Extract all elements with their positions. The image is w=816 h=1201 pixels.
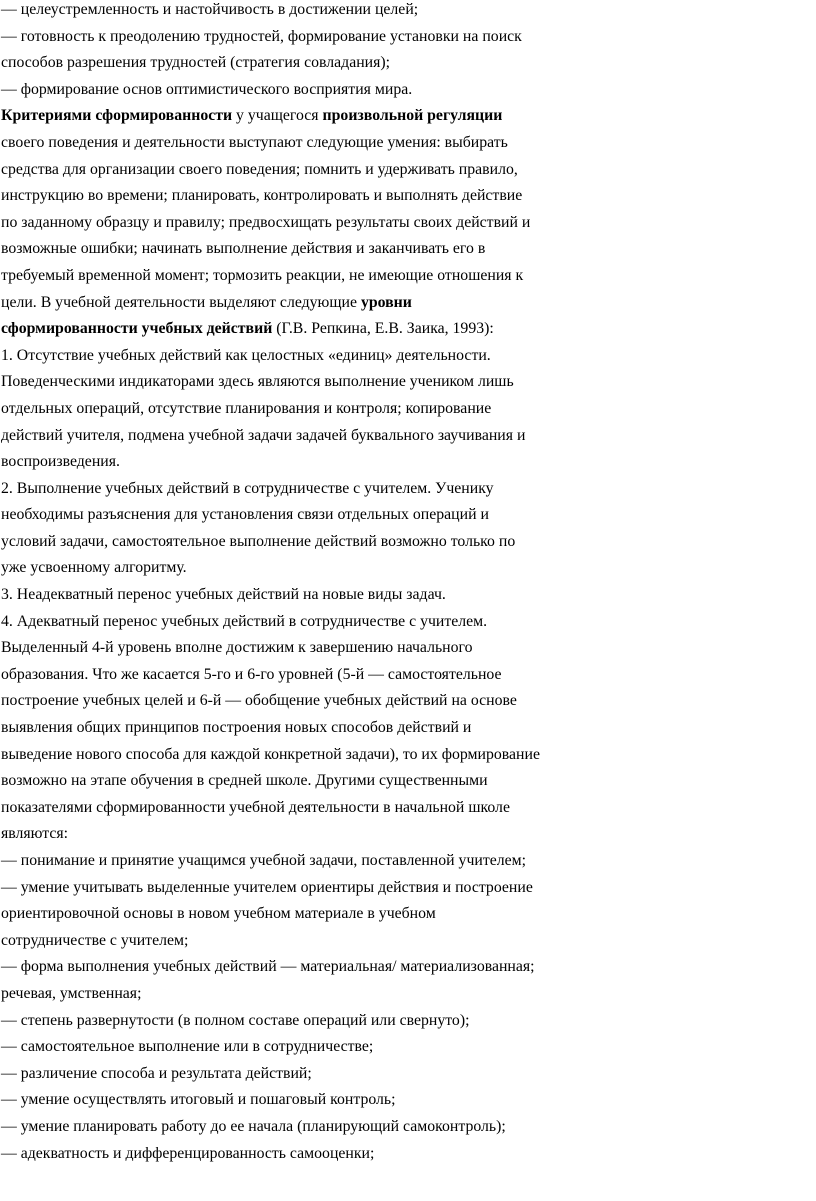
text-run: (Г.В. Репкина, Е.В. Заика, 1993): <box>272 320 494 338</box>
text-run: средства для организации своего поведения; помнить и удерживать правило, <box>1 160 518 178</box>
text-run: выявления общих принципов построения новых способов действий и <box>1 719 472 737</box>
text-line <box>1 183 816 210</box>
text-run: возможно на этапе обучения в средней школе. Другими существенными <box>1 772 488 790</box>
text-run: условий задачи, самостоятельное выполнение действий возможно только по <box>1 532 516 550</box>
text-line <box>1 316 816 343</box>
text-line <box>1 821 816 848</box>
text-run: — степень развернутости (в полном составе операций или свернуто); <box>1 1011 470 1029</box>
text-line <box>1 1034 816 1061</box>
text-line <box>1 24 816 51</box>
text-line <box>1 236 816 263</box>
text-run: цели. В учебной деятельности выделяют следующие <box>1 293 361 311</box>
text-line <box>1 609 816 636</box>
text-line <box>1 795 816 822</box>
text-run: — форма выполнения учебных действий — материальная/ материализованная; <box>1 958 535 976</box>
text-line <box>1 103 816 130</box>
bold-text-run: уровни <box>360 293 412 311</box>
text-line <box>1 210 816 237</box>
text-line <box>1 0 816 24</box>
text-line <box>1 130 816 157</box>
text-line <box>1 423 816 450</box>
text-line <box>1 742 816 769</box>
text-line <box>1 263 816 290</box>
text-line <box>1 662 816 689</box>
text-line <box>1 449 816 476</box>
text-run: требуемый временной момент; тормозить реакции, не имеющие отношения к <box>1 266 524 284</box>
text-line <box>1 901 816 928</box>
text-run: — различение способа и результата действий; <box>1 1064 312 1082</box>
text-run: возможные ошибки; начинать выполнение действия и заканчивать его в <box>1 240 486 258</box>
text-run: построение учебных целей и 6-й — обобщение учебных действий на основе <box>1 692 517 710</box>
text-line <box>1 343 816 370</box>
text-line <box>1 50 816 77</box>
text-run: — адекватность и дифференцированность самооценки; <box>1 1144 375 1162</box>
text-line <box>1 928 816 955</box>
text-line <box>1 1114 816 1141</box>
text-line <box>1 77 816 104</box>
text-run: — умение планировать работу до ее начала (планирующий самоконтроль); <box>1 1117 506 1135</box>
text-line <box>1 529 816 556</box>
text-run: выведение нового способа для каждой конкретной задачи), то их формирование <box>1 745 540 763</box>
text-line <box>1 582 816 609</box>
text-run: — целеустремленность и настойчивость в достижении целей; <box>1 1 419 18</box>
text-line <box>1 635 816 662</box>
text-run: — формирование основ оптимистического восприятия мира. <box>1 80 413 98</box>
text-run: 2. Выполнение учебных действий в сотрудничестве с учителем. Ученику <box>1 479 494 497</box>
text-line <box>1 555 816 582</box>
text-line <box>1 1141 816 1168</box>
text-line <box>1 768 816 795</box>
text-line <box>1 290 816 317</box>
text-run: — готовность к преодолению трудностей, формирование установки на поиск <box>1 27 522 45</box>
text-run: речевая, умственная; <box>1 984 142 1002</box>
text-line <box>1 1087 816 1114</box>
text-run: — умение осуществлять итоговый и пошаговый контроль; <box>1 1091 396 1109</box>
text-run: ориентировочной основы в новом учебном материале в учебном <box>1 905 436 923</box>
text-run: 3. Неадекватный перенос учебных действий на новые виды задач. <box>1 586 446 604</box>
text-run: по заданному образцу и правилу; предвосхищать результаты своих действий и <box>1 213 531 231</box>
text-line <box>1 688 816 715</box>
text-run: у учащегося <box>232 107 323 125</box>
text-run: воспроизведения. <box>1 453 120 471</box>
text-line <box>1 502 816 529</box>
text-line <box>1 369 816 396</box>
text-run: 4. Адекватный перенос учебных действий в сотрудничестве с учителем. <box>1 612 488 630</box>
text-run: способов разрешения трудностей (стратегия совладания); <box>1 54 391 72</box>
text-run: — понимание и принятие учащимся учебной задачи, поставленной учителем; <box>1 852 527 869</box>
bold-text-run: произвольной регуляции <box>322 107 503 125</box>
text-run: действий учителя, подмена учебной задачи задачей буквального заучивания и <box>1 426 526 444</box>
text-line <box>1 1061 816 1088</box>
text-run: — умение учитывать выделенные учителем ориентиры действия и построение <box>1 878 533 896</box>
text-run: Поведенческими индикаторами здесь являются выполнение учеником лишь <box>1 373 514 391</box>
bold-text-run: Критериями сформированности <box>1 107 233 125</box>
text-run: уже усвоенному алгоритму. <box>1 559 187 577</box>
text-line <box>1 954 816 981</box>
text-line <box>1 848 816 875</box>
text-line <box>1 875 816 902</box>
text-line <box>1 715 816 742</box>
text-run: отдельных операций, отсутствие планирования и контроля; копирование <box>1 399 492 417</box>
bold-text-run: сформированности учебных действий <box>1 320 273 338</box>
text-run: являются: <box>1 825 69 843</box>
text-run: показателями сформированности учебной деятельности в начальной школе <box>1 798 510 816</box>
text-line <box>1 476 816 503</box>
text-run: своего поведения и деятельности выступают следующие умения: выбирать <box>1 133 508 151</box>
text-run: сотрудничестве с учителем; <box>1 931 189 949</box>
text-line <box>1 981 816 1008</box>
text-run: образования. Что же касается 5-го и 6-го уровней (5-й — самостоятельное <box>1 665 502 683</box>
text-run: необходимы разъяснения для установления связи отдельных операций и <box>1 506 489 524</box>
text-run: — самостоятельное выполнение или в сотрудничестве; <box>1 1038 374 1056</box>
text-line <box>1 396 816 423</box>
text-run: 1. Отсутствие учебных действий как целостных «единиц» деятельности. <box>1 346 491 364</box>
text-run: инструкцию во времени; планировать, контролировать и выполнять действие <box>1 187 523 205</box>
text-line <box>1 157 816 184</box>
text-line <box>1 1008 816 1035</box>
text-run: Выделенный 4-й уровень вполне достижим к завершению начального <box>1 639 473 657</box>
